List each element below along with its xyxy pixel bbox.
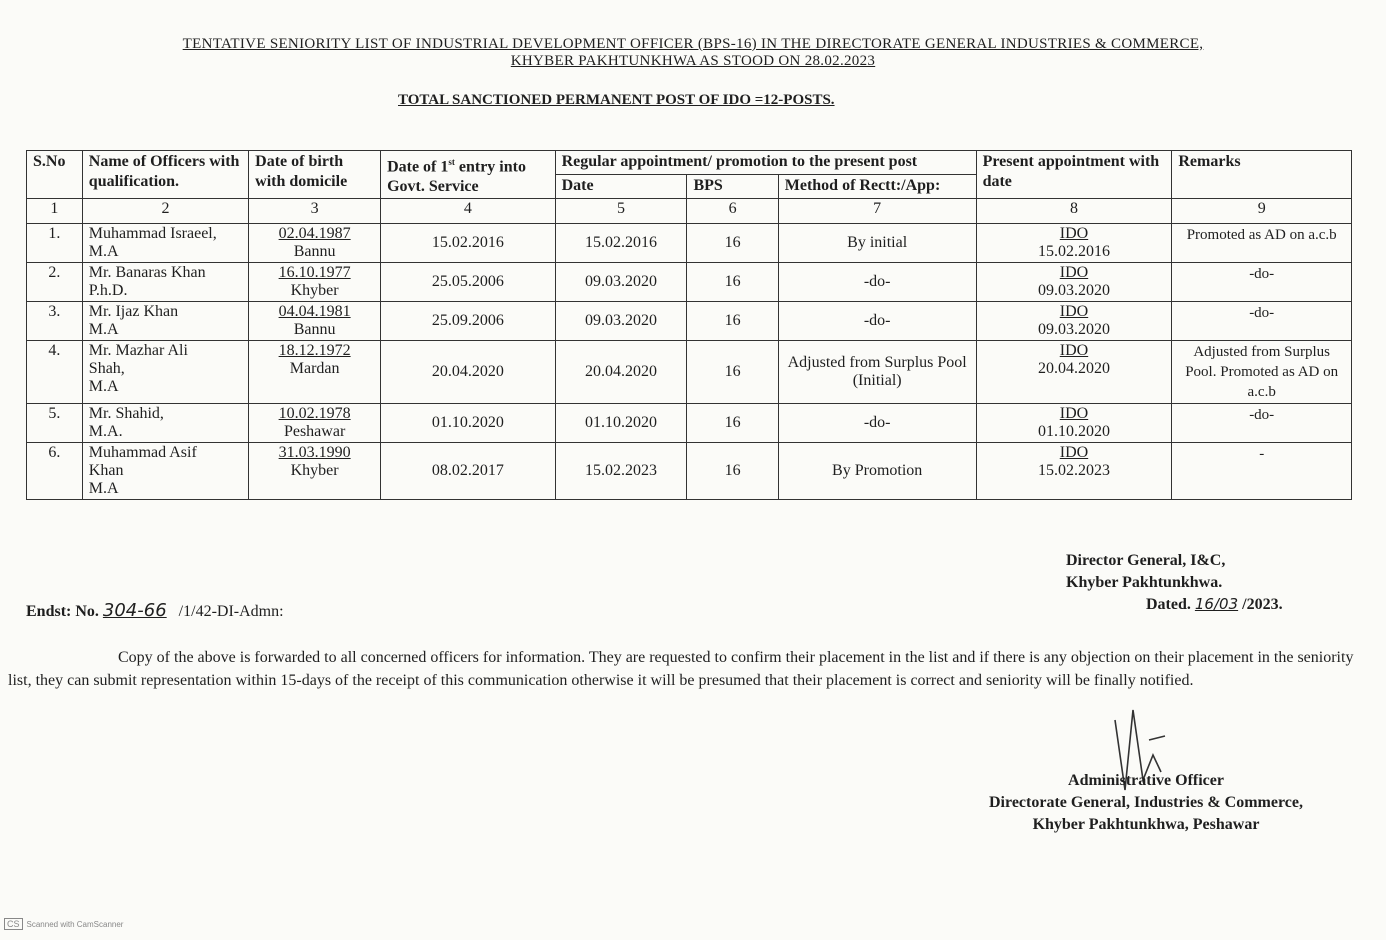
dated-label: Dated. [1146,596,1191,613]
cell-entry: 08.02.2017 [381,443,556,500]
dated-value: 16/03 [1194,595,1239,613]
cell-entry: 20.04.2020 [381,341,556,404]
column-number: 4 [381,199,556,224]
cell-remarks: Promoted as AD on a.c.b [1172,224,1352,263]
cell-remarks: Adjusted from Surplus Pool. Promoted as AD on a.c.b [1172,341,1352,404]
endst-suffix: /1/42-DI-Admn: [178,603,284,620]
cell-sno: 2. [27,263,83,302]
cell-present: IDO 15.02.2016 [976,224,1172,263]
seniority-table [26,150,1352,500]
endst-label: Endst: No. [26,603,99,620]
document-subtitle: KHYBER PAKHTUNKHWA AS STOOD ON 28.02.2023 [510,53,876,69]
document-title: TENTATIVE SENIORITY LIST OF INDUSTRIAL DEVELOPMENT OFFICER (BPS-16) IN THE DIRECTORATE GENERAL INDUSTRIES & COMMERCE, [182,36,1204,52]
officer-directorate: Directorate General, Industries & Commerce, [989,794,1303,811]
cell-date: 20.04.2020 [555,341,687,404]
cell-remarks: -do- [1172,263,1352,302]
cell-dob: 02.04.1987 Bannu [249,224,381,263]
cell-dob: 04.04.1981 Bannu [249,302,381,341]
cell-entry: 01.10.2020 [381,404,556,443]
col-name-header: Name of Officers with qualification. [82,151,248,199]
cell-name: Mr. Shahid, M.A. [82,404,248,443]
col-regular-header: Regular appointment/ promotion to the present post [555,151,976,175]
copy-forward-paragraph: Copy of the above is forwarded to all concerned officers for information. They are requested to confirm their placement in the list and if there is any objection on their placement in the seniority list, they can submit representation within 15-days of the receipt of this communication otherwise it will be presumed that their placement is correct and seniority will be finally notified. [8,649,1354,689]
cell-dob: 31.03.1990 Khyber [249,443,381,500]
cell-bps: 16 [687,404,778,443]
cell-remarks: -do- [1172,404,1352,443]
director-province: Khyber Pakhtunkhwa. [1066,574,1223,591]
cell-sno: 3. [27,302,83,341]
col-date-header: Date [555,175,687,199]
cell-present: IDO 15.02.2023 [976,443,1172,500]
cell-present: IDO 09.03.2020 [976,263,1172,302]
column-number: 3 [249,199,381,224]
col-bps-header: BPS [687,175,778,199]
cell-date: 09.03.2020 [555,302,687,341]
cell-entry: 15.02.2016 [381,224,556,263]
cell-name: Mr. Mazhar Ali Shah, M.A [82,341,248,404]
header-row [27,151,1352,175]
cell-method: -do- [778,302,976,341]
dated-line [1146,593,1283,616]
cell-sno: 5. [27,404,83,443]
camscanner-logo: CS [4,918,23,930]
endst-number: 304-66 [102,600,167,621]
cell-bps: 16 [687,263,778,302]
cell-date: 01.10.2020 [555,404,687,443]
officer-title: Administrative Officer [1068,772,1224,789]
officer-location: Khyber Pakhtunkhwa, Peshawar [1032,816,1260,833]
scanner-text: Scanned with CamScanner [26,920,124,929]
table-row [27,443,1352,500]
col-present-header: Present appointment with date [976,151,1172,199]
col-entry-header: Date of 1st entry into Govt. Service [381,151,556,199]
column-number: 7 [778,199,976,224]
cell-method: -do- [778,404,976,443]
col-dob-header: Date of birth with domicile [249,151,381,199]
column-number: 2 [82,199,248,224]
table-row [27,341,1352,404]
table-row [27,263,1352,302]
cell-bps: 16 [687,224,778,263]
column-number: 8 [976,199,1172,224]
cell-method: By Promotion [778,443,976,500]
column-number-row [27,199,1352,224]
column-number: 9 [1172,199,1352,224]
cell-name: Mr. Banaras Khan P.h.D. [82,263,248,302]
cell-date: 09.03.2020 [555,263,687,302]
cell-dob: 18.12.1972 Mardan [249,341,381,404]
cell-method: -do- [778,263,976,302]
cell-bps: 16 [687,443,778,500]
director-signature-block [1066,550,1225,594]
cell-bps: 16 [687,341,778,404]
column-number: 1 [27,199,83,224]
cell-name: Mr. Ijaz Khan M.A [82,302,248,341]
scanner-watermark [4,918,123,930]
column-number: 6 [687,199,778,224]
col-method-header: Method of Rectt:/App: [778,175,976,199]
cell-method: Adjusted from Surplus Pool (Initial) [778,341,976,404]
cell-sno: 6. [27,443,83,500]
sanctioned-posts: TOTAL SANCTIONED PERMANENT POST OF IDO =12-POSTS. [398,92,835,108]
cell-remarks: -do- [1172,302,1352,341]
cell-present: IDO 01.10.2020 [976,404,1172,443]
cell-name: Muhammad Asif Khan M.A [82,443,248,500]
cell-sno: 4. [27,341,83,404]
cell-date: 15.02.2016 [555,224,687,263]
cell-date: 15.02.2023 [555,443,687,500]
cell-entry: 25.09.2006 [381,302,556,341]
column-number: 5 [555,199,687,224]
endorsement-line [26,600,284,621]
dated-year: /2023. [1242,596,1283,613]
director-title: Director General, I&C, [1066,552,1226,569]
cell-present: IDO 09.03.2020 [976,302,1172,341]
cell-dob: 16.10.1977 Khyber [249,263,381,302]
col-remarks-header: Remarks [1172,151,1352,199]
table-row [27,302,1352,341]
table-row [27,224,1352,263]
cell-bps: 16 [687,302,778,341]
table-row [27,404,1352,443]
col-sno-header: S.No [27,151,83,199]
cell-entry: 25.05.2006 [381,263,556,302]
cell-present: IDO 20.04.2020 [976,341,1172,404]
cell-sno: 1. [27,224,83,263]
cell-remarks: - [1172,443,1352,500]
cell-name: Muhammad Israeel, M.A [82,224,248,263]
officer-signature-block [966,770,1326,836]
cell-dob: 10.02.1978 Peshawar [249,404,381,443]
cell-method: By initial [778,224,976,263]
